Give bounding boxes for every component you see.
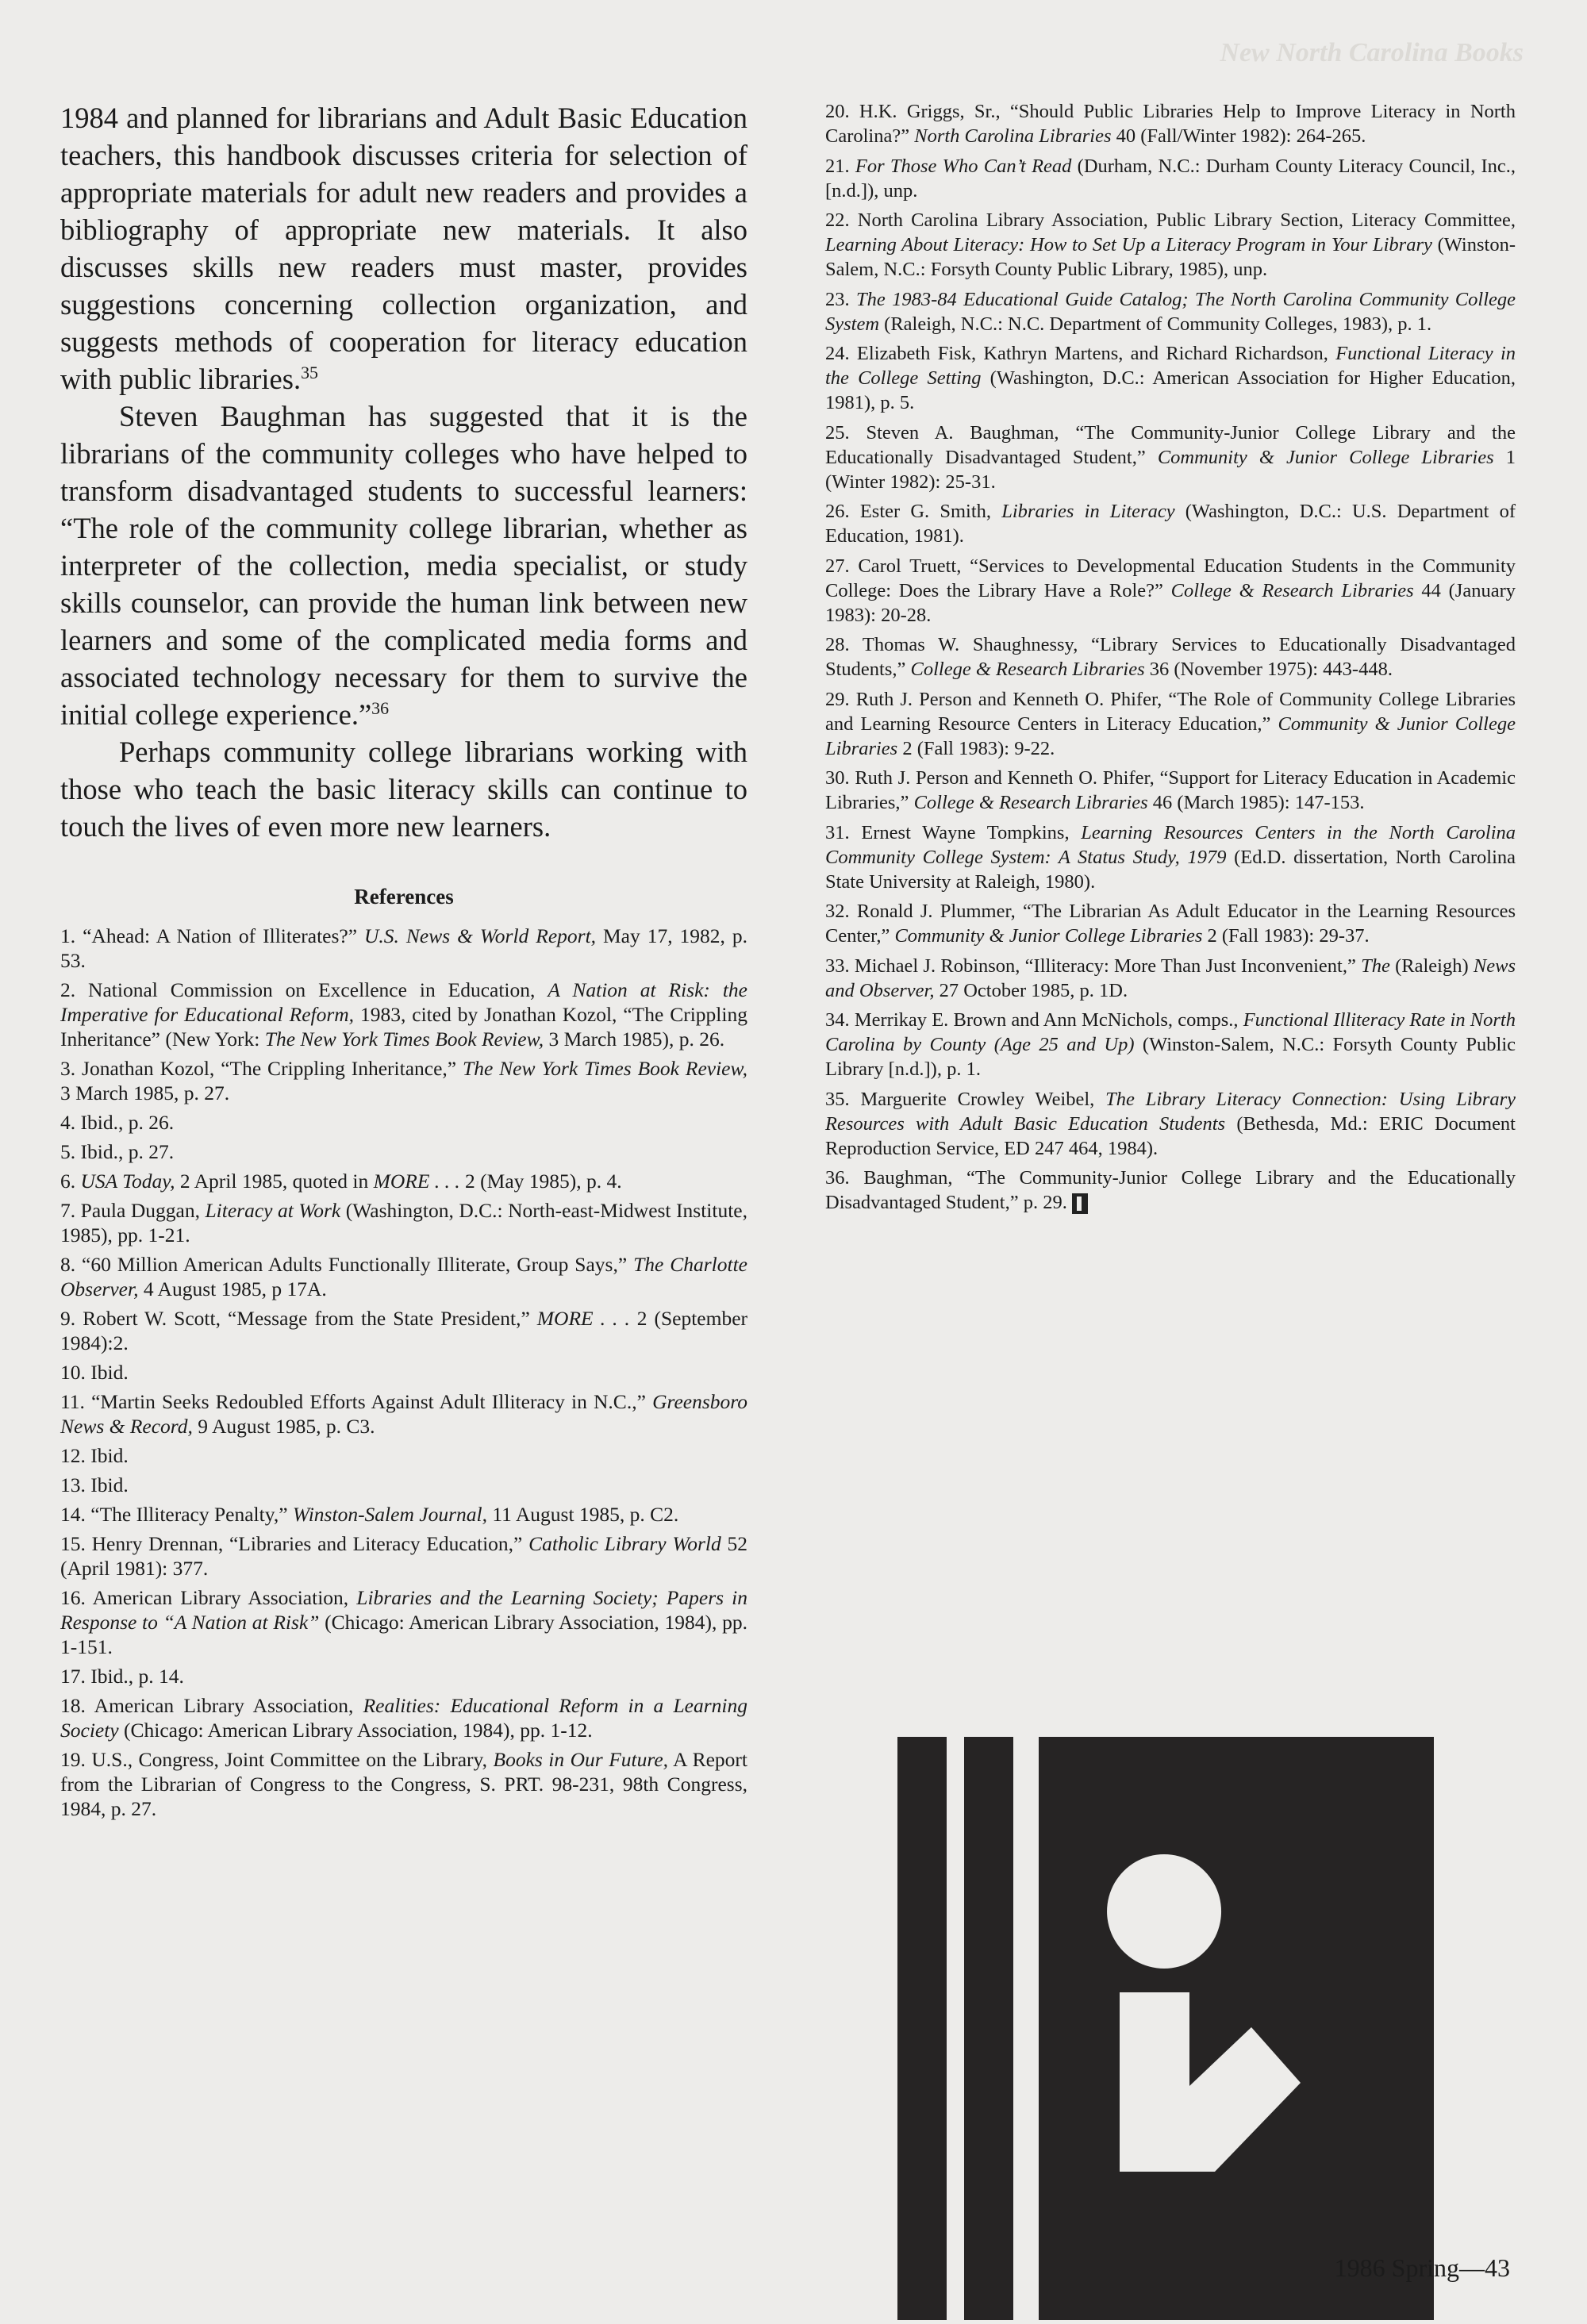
reference-item: 15. Henry Drennan, “Libraries and Literacy Education,” Catholic Library World 52 (April 1981): 377. [60, 1532, 748, 1580]
reference-item: 32. Ronald J. Plummer, “The Librarian As Adult Educator in the Learning Resources Center,” Community & Junior College Libraries 2 (Fall 1983): 29-37. [825, 901, 1516, 947]
page-footer: 1986 Spring—43 [1334, 2253, 1510, 2282]
reference-item: 1. “Ahead: A Nation of Illiterates?” U.S. News & World Report, May 17, 1982, p. 53. [60, 924, 747, 972]
reference-item: 36. Baughman, “The Community-Junior College Library and the Educationally Disadvantaged Student,” p. 29. [825, 1167, 1516, 1213]
reference-item: 14. “The Illiteracy Penalty,” Winston-Salem Journal, 11 August 1985, p. C2. [60, 1503, 679, 1526]
reference-item: 4. Ibid., p. 26. [60, 1111, 175, 1134]
reference-item: 17. Ibid., p. 14. [60, 1665, 184, 1688]
note-ref: 36 [371, 697, 390, 718]
reference-item: 10. Ibid. [60, 1361, 129, 1384]
reference-item: 16. American Library Association, Libraries and the Learning Society; Papers in Response to “A Nation at Risk” (Chicago: American Library Association, 1984), pp. 1-151. [60, 1586, 747, 1658]
reference-item: 33. Michael J. Robinson, “Illiteracy: More Than Just Inconvenient,” The (Raleigh) News and Observer, 27 October 1985, p. 1D. [825, 955, 1516, 1001]
reference-item: 27. Carol Truett, “Services to Developmental Education Students in the Community College: Does the Library Have a Role?” College & Research Libraries 44 (January 1983): 20-28. [825, 555, 1516, 626]
reference-item: 9. Robert W. Scott, “Message from the State President,” MORE . . . 2 (September 1984):2. [60, 1307, 748, 1354]
reference-item: 23. The 1983-84 Educational Guide Catalog; The North Carolina Community College System (Raleigh, N.C.: N.C. Department of Community Colleges, 1983), p. 1. [825, 288, 1516, 335]
reference-item: 2. National Commission on Excellence in Education, A Nation at Risk: the Imperative for Educational Reform, 1983, cited by Jonathan Kozol, “The Crippling Inheritance” (New York: The New York Times Book Review, 3 March 1985), p. 26. [60, 978, 747, 1051]
logo-bar-left-inner [964, 1737, 1013, 2320]
reference-item: 25. Steven A. Baughman, “The Community-Junior College Library and the Educationally Disadvantaged Student,” Community & Junior College Libraries 1 (Winter 1982): 25-31. [825, 421, 1516, 493]
running-head: New North Carolina Books [1220, 38, 1524, 67]
reference-item: 28. Thomas W. Shaughnessy, “Library Services to Educationally Disadvantaged Students,” College & Research Libraries 36 (November 1975): 443-448. [825, 634, 1516, 680]
references-heading: References [354, 885, 454, 908]
reference-item: 6. USA Today, 2 April 1985, quoted in MORE . . . 2 (May 1985), p. 4. [60, 1170, 622, 1193]
right-column [825, 99, 1516, 1220]
reference-list [60, 924, 747, 1821]
logo-block [1039, 1737, 1434, 2320]
reference-item: 18. American Library Association, Realities: Educational Reform in a Learning Society (Chicago: American Library Association, 1984), pp. 1-12. [60, 1694, 747, 1742]
left-column [60, 99, 747, 1826]
reference-item: 34. Merrikay E. Brown and Ann McNichols, comps., Functional Illiteracy Rate in North Carolina by County (Age 25 and Up) (Winston-Salem, N.C.: Forsyth County Public Library [n.d.]), p. 1. [825, 1009, 1516, 1080]
reference-item: 11. “Martin Seeks Redoubled Efforts Against Adult Illiteracy in N.C.,” Greensboro News & Record, 9 August 1985, p. C3. [60, 1390, 747, 1438]
reference-item: 30. Ruth J. Person and Kenneth O. Phifer, “Support for Literacy Education in Academic Libraries,” College & Research Libraries 46 (March 1985): 147-153. [825, 767, 1516, 813]
note-ref: 35 [301, 362, 318, 382]
body-paragraph: Perhaps community college librarians working with those who teach the basic literacy skills can continue to touch the lives of even more new learners. [60, 736, 747, 843]
reference-item: 13. Ibid. [60, 1473, 129, 1496]
reference-item: 35. Marguerite Crowley Weibel, The Library Literacy Connection: Using Library Resources with Adult Basic Education Students (Bethesda, Md.: ERIC Document Reproduction Service, ED 247 464, 1984). [825, 1088, 1516, 1159]
reference-item: 12. Ibid. [60, 1444, 129, 1467]
reference-item: 29. Ruth J. Person and Kenneth O. Phifer, “The Role of Community College Libraries and Learning Resource Centers in Literacy Education,” Community & Junior College Libraries 2 (Fall 1983): 9-22. [825, 688, 1516, 759]
reference-list [825, 99, 1516, 1215]
reference-item: 3. Jonathan Kozol, “The Crippling Inheritance,” The New York Times Book Review, 3 March 1985, p. 27. [60, 1057, 747, 1104]
reference-item: 21. For Those Who Can’t Read (Durham, N.C.: Durham County Literacy Council, Inc., [n.d.]), unp. [825, 155, 1516, 202]
logo-bar-left [897, 1737, 947, 2320]
reference-item: 7. Paula Duggan, Literacy at Work (Washington, D.C.: North-east-Midwest Institute, 1985), pp. 1-21. [60, 1199, 747, 1247]
reference-item: 20. H.K. Griggs, Sr., “Should Public Libraries Help to Improve Literacy in North Carolina?” North Carolina Libraries 40 (Fall/Winter 1982): 264-265. [825, 101, 1516, 147]
reference-item: 24. Elizabeth Fisk, Kathryn Martens, and Richard Richardson, Functional Literacy in the College Setting (Washington, D.C.: American Association for Higher Education, 1981), p. 5. [825, 343, 1516, 413]
library-reader-logo-icon [897, 1737, 1434, 2320]
end-mark-icon [1072, 1193, 1088, 1214]
body-paragraph: 1984 and planned for librarians and Adult Basic Education teachers, this handbook discusses criteria for selection of appropriate materials for adult new readers and provides a bibliography of appropriate new materials. It also discusses skills new readers must master, provides suggestions concerning collection organization, and suggests methods of cooperation for literacy education with public libraries.$^{35}$ [60, 102, 747, 395]
reference-item: 5. Ibid., p. 27. [60, 1140, 175, 1163]
body-paragraph: Steven Baughman has suggested that it is the librarians of the community colleges who have helped to transform disadvantaged students to successful learners: “The role of the community college librarian, whether as interpreter of the collection, media specialist, or study skills counselor, can provide the human link between new learners and some of the complicated media forms and associated technology necessary for them to survive the initial college experience.”$^{36}$ [60, 400, 747, 731]
reference-item: 31. Ernest Wayne Tompkins, Learning Resources Centers in the North Carolina Community College System: A Status Study, 1979 (Ed.D. dissertation, North Carolina State University at Raleigh, 1980). [825, 821, 1516, 893]
reference-item: 8. “60 Million American Adults Functionally Illiterate, Group Says,” The Charlotte Observer, 4 August 1985, p 17A. [60, 1253, 747, 1300]
reference-item: 22. North Carolina Library Association, Public Library Section, Literacy Committee, Learning About Literacy: How to Set Up a Literacy Program in Your Library (Winston-Salem, N.C.: Forsyth County Public Library, 1985), unp. [825, 209, 1516, 280]
reference-item: 26. Ester G. Smith, Libraries in Literacy (Washington, D.C.: U.S. Department of Education, 1981). [825, 501, 1516, 547]
reference-item: 19. U.S., Congress, Joint Committee on the Library, Books in Our Future, A Report from the Librarian of Congress to the Congress, S. PRT. 98-231, 98th Congress, 1984, p. 27. [60, 1748, 747, 1820]
